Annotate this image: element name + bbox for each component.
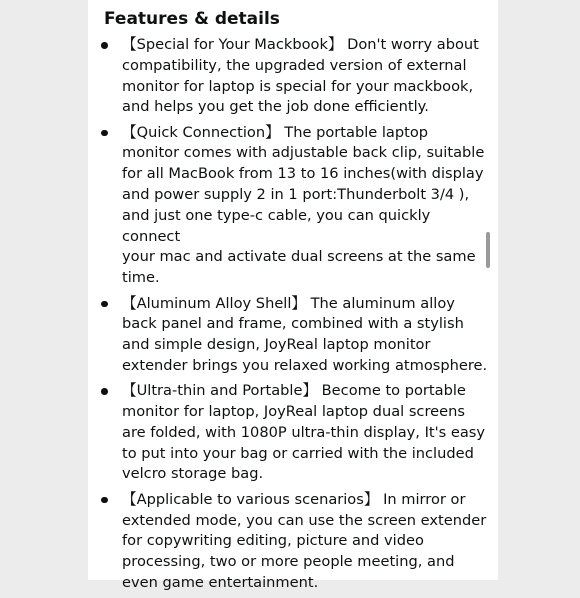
feature-line: monitor comes with adjustable back clip, suitable — [122, 144, 485, 162]
bullet-icon — [101, 497, 108, 504]
feature-item-quick-connection — [88, 123, 498, 289]
bullet-icon — [101, 301, 108, 308]
feature-line: time. — [122, 269, 160, 287]
feature-line: 【Special for Your Mackbook】 Don't worry about — [122, 36, 479, 53]
features-heading: Features & details — [104, 9, 280, 29]
feature-line: monitor for laptop, JoyReal laptop dual screens — [122, 403, 465, 421]
feature-line: 【Ultra-thin and Portable】 Become to portable — [122, 382, 466, 400]
feature-line: velcro storage bag. — [122, 465, 264, 483]
product-details-panel — [88, 0, 498, 591]
feature-line: extended mode, you can use the screen extender — [122, 511, 487, 529]
feature-line: extender brings you relaxed working atmosphere. — [122, 356, 488, 374]
feature-line: and just one type-c cable, you can quickly connect — [122, 206, 431, 245]
feature-line: 【Applicable to various scenarios】 In mirror or — [122, 490, 466, 508]
scrollbar[interactable] — [486, 0, 492, 580]
feature-item-applicable-scenarios — [88, 490, 498, 594]
bullet-icon — [101, 42, 108, 49]
feature-item-ultra-thin-portable — [88, 381, 498, 485]
feature-line: for all MacBook from 13 to 16 inches(with display — [122, 165, 484, 183]
feature-line: and simple design, JoyReal laptop monitor — [122, 336, 431, 354]
feature-line: even game entertainment. — [122, 573, 319, 591]
feature-line: are folded, with 1080P ultra-thin display, It's easy — [122, 423, 486, 441]
features-list — [88, 35, 498, 598]
feature-line: for copywriting editing, picture and video — [122, 532, 424, 550]
feature-line: back panel and frame, combined with a stylish — [122, 315, 464, 333]
feature-line: and power supply 2 in 1 port:Thunderbolt 3/4 ), — [122, 186, 470, 204]
feature-line: processing, two or more people meeting, and — [122, 553, 455, 571]
feature-line: 【Aluminum Alloy Shell】 The aluminum alloy — [122, 294, 455, 312]
feature-line: and helps you get the job done efficiently. — [122, 98, 429, 116]
feature-line: monitor for laptop is special for your mackbook, — [122, 77, 474, 95]
bullet-icon — [101, 130, 108, 137]
feature-line: compatibility, the upgraded version of external — [122, 56, 467, 74]
scrollbar-thumb[interactable] — [486, 232, 490, 268]
feature-line: your mac and activate dual screens at the same — [122, 248, 476, 266]
feature-line: 【Quick Connection】 The portable laptop — [122, 123, 429, 141]
bullet-icon — [101, 388, 108, 395]
feature-item-aluminum-alloy-shell — [88, 294, 498, 377]
feature-line: to put into your bag or carried with the included — [122, 444, 474, 462]
feature-item-special-for-macbook — [88, 35, 498, 118]
